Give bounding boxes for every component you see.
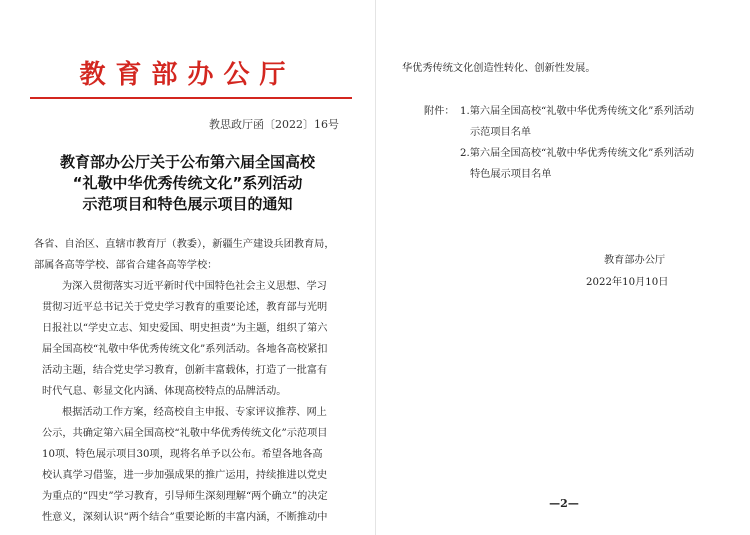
body-line: 根据活动工作方案，经高校自主申报、专家评议推荐、网上 — [62, 407, 327, 418]
body-line: 校认真学习借鉴，进一步加强成果的推广运用，持续推进以党史 — [42, 470, 328, 481]
body-line: 日报社以“学史立志、知史爱国、明史担责”为主题，组织了第六 — [42, 323, 328, 334]
page-divider — [375, 0, 376, 535]
continuation-line: 华优秀传统文化创造性转化、创新性发展。 — [402, 63, 596, 74]
attachment-item-line: 1.第六届全国高校“礼敬中华优秀传统文化”系列活动 — [460, 106, 695, 117]
issuer-header-title: 教育部办公厅 — [79, 60, 296, 90]
notice-body — [34, 234, 360, 528]
body-line: 时代气息、彰显文化内涵、体现高校特点的品牌活动。 — [42, 386, 287, 397]
attachment-item-line: 示范项目名单 — [470, 127, 532, 138]
notice-title-line: 示范项目和特色展示项目的通知 — [82, 195, 293, 213]
addressee-line: 各省、自治区、直辖市教育厅（教委），新疆生产建设兵团教育局， — [34, 239, 335, 250]
document-number: 教思政厅函〔2022〕16号 — [209, 118, 339, 131]
notice-title-line: “礼敬中华优秀传统文化”系列活动 — [72, 174, 303, 192]
body-line: 性意义，深刻认识“两个结合”重要论断的丰富内涵，不断推动中 — [42, 512, 328, 523]
signature-organization: 教育部办公厅 — [604, 255, 666, 266]
signature-date: 2022年10月10日 — [586, 277, 669, 288]
page-number: —2— — [549, 497, 579, 510]
notice-title — [20, 152, 355, 215]
body-line: 为重点的“四史”学习教育，引导师生深刻理解“两个确立”的决定 — [42, 491, 328, 502]
attachment-item-line: 特色展示项目名单 — [470, 169, 552, 180]
body-line: 活动主题，结合党史学习教育，创新丰富载体，打造了一批富有 — [42, 365, 328, 376]
body-line: 贯彻习近平总书记关于党史学习教育的重要论述，教育部与光明 — [42, 302, 328, 313]
document-page-right — [378, 0, 750, 535]
red-header-rule — [30, 97, 352, 99]
body-line: 10项、特色展示项目30项，现将名单予以公布。希望各地各高 — [42, 449, 323, 460]
addressee-line: 部属各高等学校、部省合建各高等学校： — [34, 260, 218, 271]
attachment-label: 附件： — [424, 106, 455, 117]
body-line: 为深入贯彻落实习近平新时代中国特色社会主义思想、学习 — [62, 281, 327, 292]
attachment-item-line: 2.第六届全国高校“礼敬中华优秀传统文化”系列活动 — [460, 148, 695, 159]
body-line: 届全国高校“礼敬中华优秀传统文化”系列活动。各地各高校紧扣 — [42, 344, 328, 355]
notice-title-line: 教育部办公厅关于公布第六届全国高校 — [59, 153, 315, 171]
body-line: 公示，共确定第六届全国高校“礼敬中华优秀传统文化”示范项目 — [42, 428, 328, 439]
